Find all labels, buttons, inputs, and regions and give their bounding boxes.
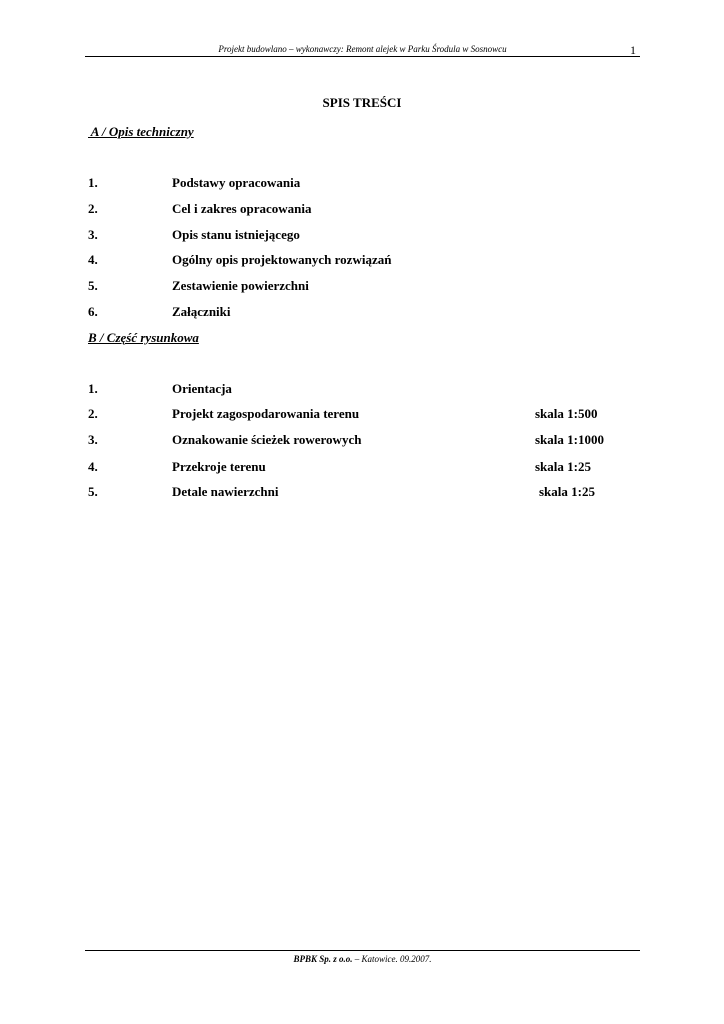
header-text: Projekt budowlano – wykonawczy: Remont alejek w Parku Środula w Sosnowcu [218,44,507,54]
toc-row [0,201,724,219]
toc-item-number: 1. [88,381,98,396]
footer-company: BPBK Sp. z o.o. [293,954,353,964]
toc-row [0,278,724,296]
toc-row [0,432,724,450]
toc-item-label: Opis stanu istniejącego [172,227,300,242]
toc-item-scale: skala 1:25 [535,459,591,474]
toc-item-number: 3. [88,227,98,242]
toc-item-number: 1. [88,175,98,190]
toc-item-number: 2. [88,406,98,421]
toc-row [0,227,724,245]
page-footer [85,950,640,964]
toc-item-number: 3. [88,432,98,447]
toc-item-scale: skala 1:1000 [535,432,604,447]
footer-location-date: – Katowice. 09.2007. [352,954,432,964]
toc-title: SPIS TREŚCI [322,95,402,110]
toc-item-label: Oznakowanie ścieżek rowerowych [172,432,362,447]
toc-row [0,304,724,322]
toc-item-number: 4. [88,252,98,267]
toc-item-number: 5. [88,484,98,499]
toc-item-number: 5. [88,278,98,293]
toc-item-number: 2. [88,201,98,216]
toc-row [0,252,724,270]
toc-item-label: Podstawy opracowania [172,175,301,190]
page-header [85,40,640,57]
toc-item-label: Załączniki [172,304,231,319]
toc-item-label: Ogólny opis projektowanych rozwiązań [172,252,392,267]
toc-item-scale: skala 1:25 [539,484,595,499]
toc-item-number: 4. [88,459,98,474]
toc-item-label: Orientacja [172,381,232,396]
section-b-heading: B / Część rysunkowa [88,330,199,345]
toc-item-label: Zestawienie powierzchni [172,278,309,293]
section-a-heading: A / Opis techniczny [88,124,194,139]
toc-item-number: 6. [88,304,98,319]
toc-row [0,381,724,399]
toc-item-label: Detale nawierzchni [172,484,279,499]
toc-item-label: Projekt zagospodarowania terenu [172,406,360,421]
toc-item-scale: skala 1:500 [535,406,598,421]
toc-row [0,484,724,502]
toc-item-label: Cel i zakres opracowania [172,201,312,216]
toc-item-label: Przekroje terenu [172,459,266,474]
page-number: 1 [630,43,636,57]
toc-row [0,175,724,193]
toc-row [0,459,724,477]
toc-row [0,406,724,424]
